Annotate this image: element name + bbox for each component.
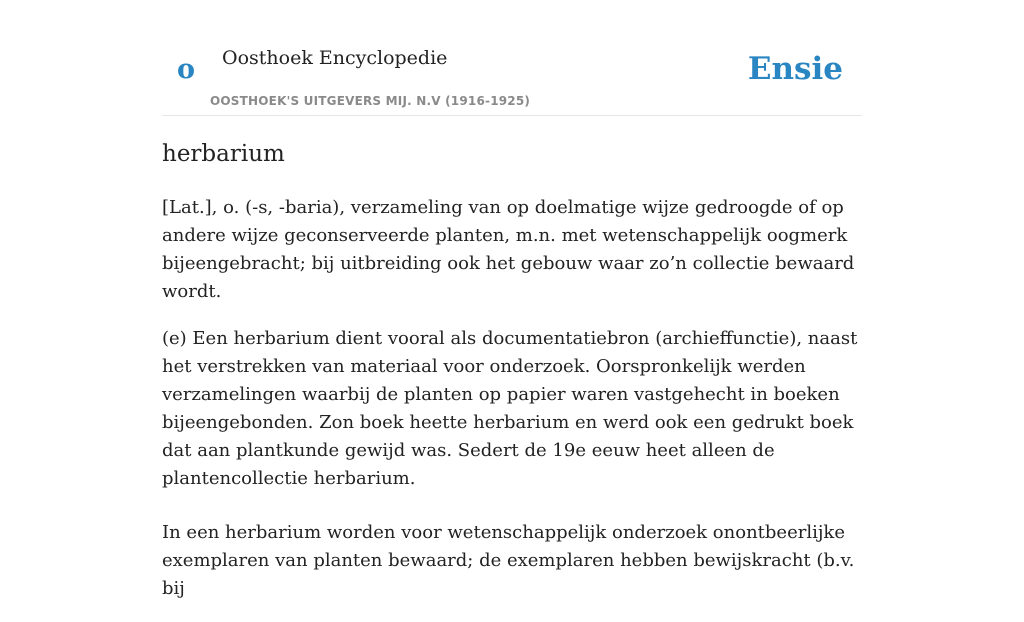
site-header [162, 0, 862, 116]
publisher-label: OOSTHOEK'S UITGEVERS MIJ. N.V (1916-1925) [210, 94, 531, 108]
ensie-logo-link[interactable]: Ensie [747, 51, 843, 87]
entry-paragraph-definition: [Lat.], o. (-s, -baria), verzameling van op doelmatige wijze gedroogde of op andere wijze geconserveerde planten, m.n. met wetenschappelijk oogmerk bijeengebracht; bij uitbreiding ook het gebouw waar zo’n collectie bewaard wordt. [162, 197, 855, 302]
entry-content [162, 136, 862, 622]
publication-title[interactable]: Oosthoek Encyclopedie [222, 47, 448, 69]
entry-paragraph-continued: In een herbarium worden voor wetenschappelijk onderzoek onontbeerlijke exemplaren van planten bewaard; de exemplaren hebben bewijskracht (b.v. bij [162, 522, 855, 599]
publication-logo[interactable]: o [177, 54, 196, 85]
entry-title: herbarium [162, 141, 285, 167]
entry-paragraph-description: (e) Een herbarium dient vooral als documentatiebron (archieffunctie), naast het verstrekken van materiaal voor onderzoek. Oorspronkelijk werden verzamelingen waarbij de planten op papier waren vastgehecht in boeken bijeengebonden. Zon boek heette herbarium en werd ook een gedrukt boek dat aan plantkunde gewijd was. Sedert de 19e eeuw heet alleen de plantencollectie herbarium. [162, 328, 858, 489]
